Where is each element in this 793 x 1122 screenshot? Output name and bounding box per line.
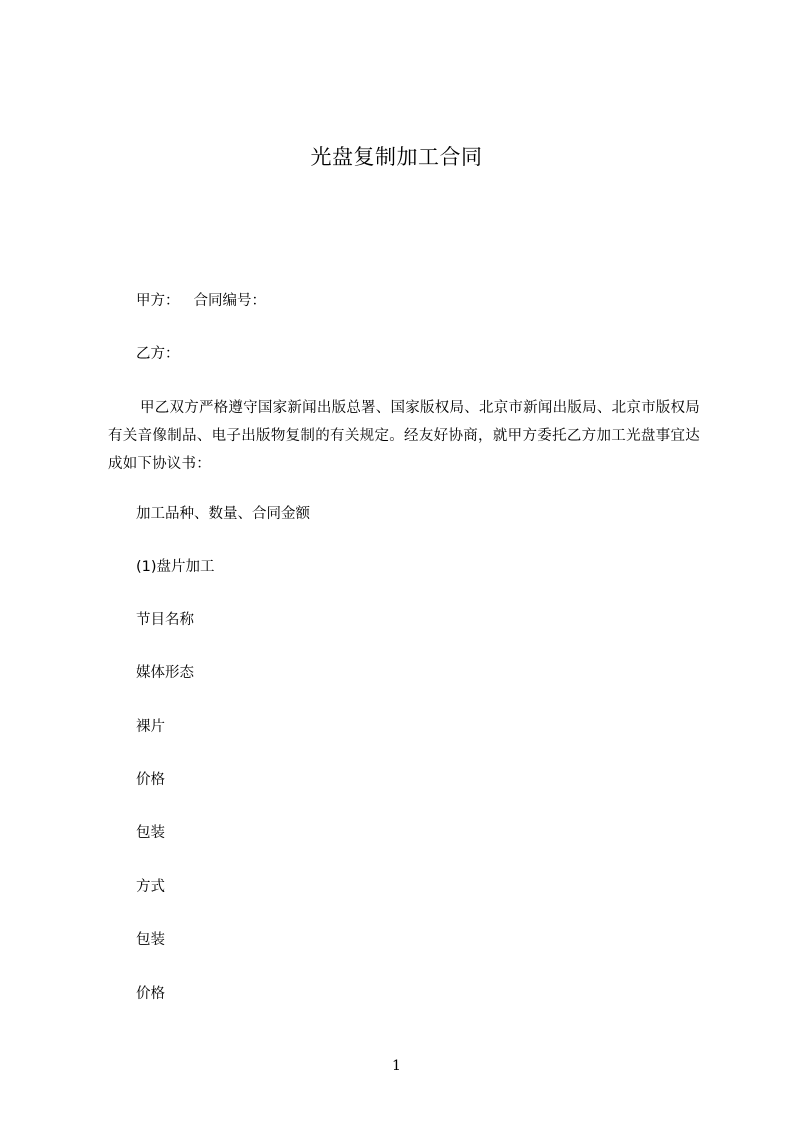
section-heading: 加工品种、数量、合同金额 xyxy=(136,506,310,522)
intro-paragraph: 甲乙双方严格遵守国家新闻出版总署、国家版权局、北京市新闻出版局、北京市版权局有关音像制品、电子出版物复制的有关规定。经友好协商，就甲方委托乙方加工光盘事宜达成如下协议书： xyxy=(108,400,700,472)
party-b-label: 乙方： xyxy=(136,346,180,362)
party-a-label: 甲方： xyxy=(136,293,180,309)
item-method: 方式 xyxy=(136,879,165,895)
party-a-line xyxy=(136,291,266,311)
subsection-heading: (1)盘片加工 xyxy=(136,559,215,575)
item-price: 价格 xyxy=(136,772,165,788)
item-bare-disc: 裸片 xyxy=(136,719,165,735)
item-packaging-2: 包装 xyxy=(136,932,165,948)
page-number: 1 xyxy=(392,1058,401,1074)
document-title: 光盘复制加工合同 xyxy=(310,145,483,169)
contract-number-label: 合同编号： xyxy=(193,293,266,309)
item-price-2: 价格 xyxy=(136,986,165,1002)
item-packaging: 包装 xyxy=(136,825,165,841)
item-program-name: 节目名称 xyxy=(136,612,194,628)
item-media-form: 媒体形态 xyxy=(136,665,194,681)
